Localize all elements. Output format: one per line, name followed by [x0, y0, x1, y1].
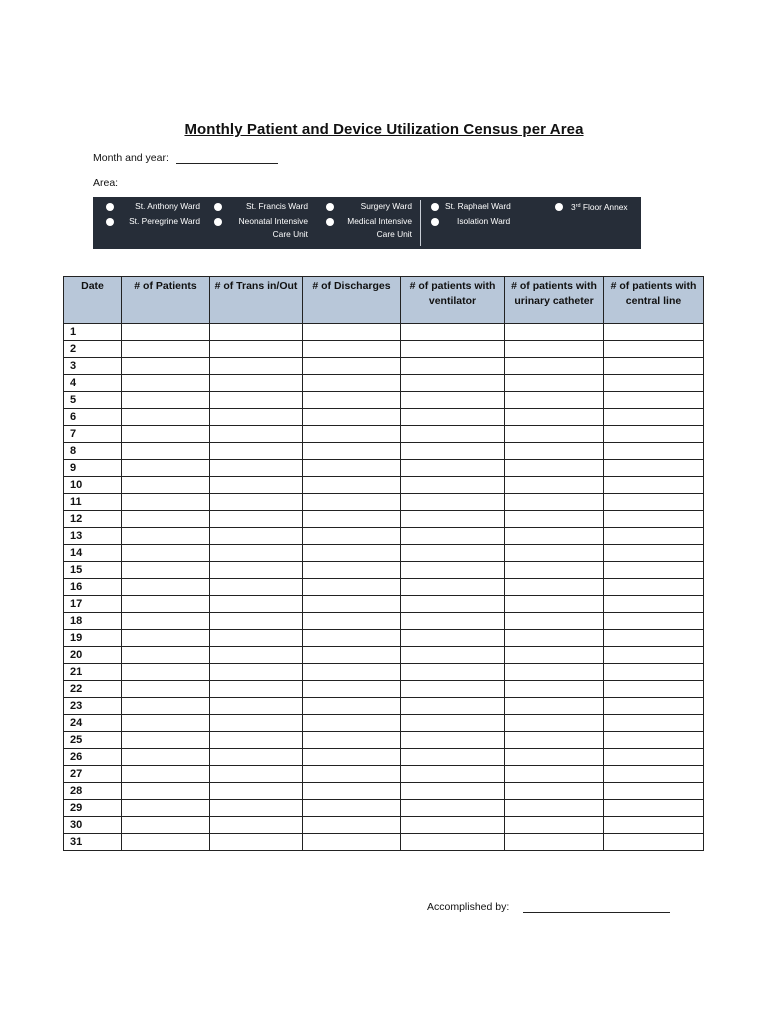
day-cell: 31: [64, 834, 122, 851]
radio-nicu[interactable]: [214, 218, 222, 226]
entry-cell[interactable]: [604, 613, 704, 630]
entry-cell[interactable]: [401, 630, 505, 647]
day-cell: 30: [64, 817, 122, 834]
radio-st-francis[interactable]: [214, 203, 222, 211]
entry-cell[interactable]: [401, 341, 505, 358]
entry-cell[interactable]: [303, 749, 401, 766]
table-row: [64, 443, 704, 460]
option-micu-line2: Care Unit: [376, 229, 412, 239]
entry-cell[interactable]: [604, 834, 704, 851]
column-header: # of Discharges: [303, 277, 401, 324]
entry-cell[interactable]: [303, 375, 401, 392]
column-header: Date: [64, 277, 122, 324]
entry-cell[interactable]: [303, 817, 401, 834]
entry-cell[interactable]: [303, 630, 401, 647]
entry-cell[interactable]: [604, 562, 704, 579]
day-cell: 3: [64, 358, 122, 375]
entry-cell[interactable]: [210, 324, 303, 341]
entry-cell[interactable]: [505, 817, 604, 834]
entry-cell[interactable]: [210, 783, 303, 800]
entry-cell[interactable]: [210, 766, 303, 783]
day-cell: 27: [64, 766, 122, 783]
entry-cell[interactable]: [210, 630, 303, 647]
entry-cell[interactable]: [122, 800, 210, 817]
entry-cell[interactable]: [505, 358, 604, 375]
entry-cell[interactable]: [210, 749, 303, 766]
entry-cell[interactable]: [210, 800, 303, 817]
entry-cell[interactable]: [122, 409, 210, 426]
day-cell: 19: [64, 630, 122, 647]
table-row: [64, 324, 704, 341]
entry-cell[interactable]: [122, 630, 210, 647]
table-row: [64, 732, 704, 749]
entry-cell[interactable]: [604, 732, 704, 749]
entry-cell[interactable]: [505, 749, 604, 766]
entry-cell[interactable]: [303, 647, 401, 664]
entry-cell[interactable]: [122, 392, 210, 409]
option-3rd-floor-annex: [571, 200, 628, 214]
entry-cell[interactable]: [303, 579, 401, 596]
day-cell: 6: [64, 409, 122, 426]
entry-cell[interactable]: [505, 409, 604, 426]
entry-cell[interactable]: [122, 783, 210, 800]
entry-cell[interactable]: [505, 630, 604, 647]
entry-cell[interactable]: [401, 732, 505, 749]
entry-cell[interactable]: [604, 698, 704, 715]
entry-cell[interactable]: [122, 766, 210, 783]
entry-cell[interactable]: [604, 630, 704, 647]
day-cell: 23: [64, 698, 122, 715]
entry-cell[interactable]: [210, 358, 303, 375]
day-cell: 13: [64, 528, 122, 545]
entry-cell[interactable]: [122, 375, 210, 392]
table-row: [64, 783, 704, 800]
table-row: [64, 392, 704, 409]
day-cell: 17: [64, 596, 122, 613]
day-cell: 26: [64, 749, 122, 766]
day-cell: 1: [64, 324, 122, 341]
entry-cell[interactable]: [401, 579, 505, 596]
entry-cell[interactable]: [401, 596, 505, 613]
table-row: [64, 358, 704, 375]
entry-cell[interactable]: [210, 664, 303, 681]
entry-cell[interactable]: [505, 834, 604, 851]
radio-surgery[interactable]: [326, 203, 334, 211]
day-cell: 18: [64, 613, 122, 630]
entry-cell[interactable]: [604, 375, 704, 392]
entry-cell[interactable]: [505, 766, 604, 783]
column-header: # of Patients: [122, 277, 210, 324]
entry-cell[interactable]: [505, 579, 604, 596]
table-row: [64, 613, 704, 630]
entry-cell[interactable]: [604, 494, 704, 511]
entry-cell[interactable]: [401, 358, 505, 375]
entry-cell[interactable]: [122, 460, 210, 477]
entry-cell[interactable]: [604, 647, 704, 664]
table-row: [64, 630, 704, 647]
area-label: Area:: [93, 177, 119, 189]
entry-cell[interactable]: [604, 443, 704, 460]
entry-cell[interactable]: [303, 341, 401, 358]
entry-cell[interactable]: [122, 664, 210, 681]
entry-cell[interactable]: [122, 817, 210, 834]
column-header: # of patients with urinary catheter: [505, 277, 604, 324]
entry-cell[interactable]: [303, 834, 401, 851]
table-row: [64, 409, 704, 426]
entry-cell[interactable]: [122, 715, 210, 732]
entry-cell[interactable]: [303, 783, 401, 800]
entry-cell[interactable]: [604, 579, 704, 596]
day-cell: 20: [64, 647, 122, 664]
entry-cell[interactable]: [505, 698, 604, 715]
entry-cell[interactable]: [505, 732, 604, 749]
entry-cell[interactable]: [604, 477, 704, 494]
entry-cell[interactable]: [505, 647, 604, 664]
day-cell: 16: [64, 579, 122, 596]
entry-cell[interactable]: [210, 409, 303, 426]
entry-cell[interactable]: [604, 358, 704, 375]
entry-cell[interactable]: [303, 681, 401, 698]
entry-cell[interactable]: [303, 426, 401, 443]
entry-cell[interactable]: [122, 834, 210, 851]
day-cell: 9: [64, 460, 122, 477]
column-header: # of Trans in/Out: [210, 277, 303, 324]
entry-cell[interactable]: [303, 324, 401, 341]
entry-cell[interactable]: [122, 358, 210, 375]
day-cell: 4: [64, 375, 122, 392]
entry-cell[interactable]: [604, 783, 704, 800]
entry-cell[interactable]: [122, 732, 210, 749]
entry-cell[interactable]: [505, 681, 604, 698]
entry-cell[interactable]: [303, 562, 401, 579]
table-row: [64, 766, 704, 783]
entry-cell[interactable]: [505, 562, 604, 579]
radio-isolation[interactable]: [431, 218, 439, 226]
entry-cell[interactable]: [210, 460, 303, 477]
option-surgery: Surgery Ward: [360, 201, 412, 211]
entry-cell[interactable]: [303, 732, 401, 749]
radio-st-peregrine[interactable]: [106, 218, 114, 226]
table-row: [64, 800, 704, 817]
day-cell: 5: [64, 392, 122, 409]
entry-cell[interactable]: [210, 732, 303, 749]
table-row: [64, 715, 704, 732]
table-row: [64, 426, 704, 443]
radio-micu[interactable]: [326, 218, 334, 226]
entry-cell[interactable]: [505, 477, 604, 494]
day-cell: 14: [64, 545, 122, 562]
table-row: [64, 664, 704, 681]
table-row: [64, 681, 704, 698]
entry-cell[interactable]: [303, 596, 401, 613]
entry-cell[interactable]: [604, 545, 704, 562]
entry-cell[interactable]: [604, 392, 704, 409]
radio-st-anthony[interactable]: [106, 203, 114, 211]
entry-cell[interactable]: [210, 715, 303, 732]
entry-cell[interactable]: [401, 664, 505, 681]
entry-cell[interactable]: [401, 613, 505, 630]
entry-cell[interactable]: [303, 494, 401, 511]
entry-cell[interactable]: [604, 426, 704, 443]
day-cell: 22: [64, 681, 122, 698]
entry-cell[interactable]: [505, 545, 604, 562]
day-cell: 11: [64, 494, 122, 511]
entry-cell[interactable]: [401, 324, 505, 341]
entry-cell[interactable]: [303, 766, 401, 783]
entry-cell[interactable]: [303, 715, 401, 732]
entry-cell[interactable]: [303, 528, 401, 545]
entry-cell[interactable]: [505, 528, 604, 545]
day-cell: 21: [64, 664, 122, 681]
column-header: # of patients with central line: [604, 277, 704, 324]
entry-cell[interactable]: [604, 681, 704, 698]
entry-cell[interactable]: [122, 749, 210, 766]
table-header-row: [64, 277, 704, 324]
entry-cell[interactable]: [210, 647, 303, 664]
entry-cell[interactable]: [401, 749, 505, 766]
column-header: # of patients with ventilator: [401, 277, 505, 324]
option-nicu-line2: Care Unit: [272, 229, 308, 239]
entry-cell[interactable]: [210, 834, 303, 851]
entry-cell[interactable]: [505, 664, 604, 681]
entry-cell[interactable]: [122, 341, 210, 358]
entry-cell[interactable]: [604, 409, 704, 426]
month-year-label: Month and year:: [93, 152, 169, 164]
entry-cell[interactable]: [604, 511, 704, 528]
entry-cell[interactable]: [210, 596, 303, 613]
entry-cell[interactable]: [122, 426, 210, 443]
entry-cell[interactable]: [401, 460, 505, 477]
entry-cell[interactable]: [210, 511, 303, 528]
entry-cell[interactable]: [401, 443, 505, 460]
annex-ordinal: rd: [575, 203, 581, 209]
entry-cell[interactable]: [303, 392, 401, 409]
entry-cell[interactable]: [604, 460, 704, 477]
entry-cell[interactable]: [122, 562, 210, 579]
entry-cell[interactable]: [401, 681, 505, 698]
area-options-panel: [93, 197, 641, 249]
entry-cell[interactable]: [303, 511, 401, 528]
entry-cell[interactable]: [122, 511, 210, 528]
day-cell: 10: [64, 477, 122, 494]
table-row: [64, 528, 704, 545]
entry-cell[interactable]: [505, 800, 604, 817]
entry-cell[interactable]: [401, 511, 505, 528]
entry-cell[interactable]: [122, 528, 210, 545]
entry-cell[interactable]: [303, 409, 401, 426]
entry-cell[interactable]: [303, 358, 401, 375]
entry-cell[interactable]: [122, 443, 210, 460]
day-cell: 2: [64, 341, 122, 358]
table-row: [64, 562, 704, 579]
day-cell: 7: [64, 426, 122, 443]
entry-cell[interactable]: [401, 715, 505, 732]
entry-cell[interactable]: [210, 392, 303, 409]
entry-cell[interactable]: [303, 477, 401, 494]
day-cell: 8: [64, 443, 122, 460]
entry-cell[interactable]: [505, 613, 604, 630]
entry-cell[interactable]: [505, 443, 604, 460]
day-cell: 15: [64, 562, 122, 579]
table-row: [64, 834, 704, 851]
entry-cell[interactable]: [210, 698, 303, 715]
entry-cell[interactable]: [505, 341, 604, 358]
entry-cell[interactable]: [401, 766, 505, 783]
entry-cell[interactable]: [210, 528, 303, 545]
entry-cell[interactable]: [401, 800, 505, 817]
option-isolation: Isolation Ward: [457, 216, 511, 226]
entry-cell[interactable]: [401, 409, 505, 426]
entry-cell[interactable]: [604, 800, 704, 817]
entry-cell[interactable]: [604, 766, 704, 783]
option-st-peregrine: St. Peregrine Ward: [129, 216, 200, 226]
day-cell: 29: [64, 800, 122, 817]
entry-cell[interactable]: [210, 494, 303, 511]
annex-number: 3: [571, 202, 576, 212]
entry-cell[interactable]: [401, 528, 505, 545]
entry-cell[interactable]: [604, 528, 704, 545]
table-row: [64, 545, 704, 562]
entry-cell[interactable]: [122, 494, 210, 511]
day-cell: 25: [64, 732, 122, 749]
entry-cell[interactable]: [122, 596, 210, 613]
entry-cell[interactable]: [505, 324, 604, 341]
entry-cell[interactable]: [505, 494, 604, 511]
day-cell: 24: [64, 715, 122, 732]
entry-cell[interactable]: [210, 375, 303, 392]
annex-label: Floor Annex: [580, 202, 628, 212]
entry-cell[interactable]: [303, 613, 401, 630]
area-panel-divider: [420, 200, 421, 246]
entry-cell[interactable]: [210, 681, 303, 698]
entry-cell[interactable]: [401, 817, 505, 834]
entry-cell[interactable]: [604, 664, 704, 681]
form-title: Monthly Patient and Device Utilization Census per Area: [184, 121, 584, 138]
day-cell: 12: [64, 511, 122, 528]
entry-cell[interactable]: [505, 426, 604, 443]
accomplished-by-field[interactable]: [523, 912, 670, 913]
entry-cell[interactable]: [210, 562, 303, 579]
day-cell: 28: [64, 783, 122, 800]
table-row: [64, 817, 704, 834]
table-row: [64, 375, 704, 392]
entry-cell[interactable]: [401, 392, 505, 409]
option-st-anthony: St. Anthony Ward: [135, 201, 200, 211]
entry-cell[interactable]: [122, 698, 210, 715]
month-year-field[interactable]: [176, 163, 278, 164]
entry-cell[interactable]: [604, 341, 704, 358]
entry-cell[interactable]: [210, 443, 303, 460]
option-micu-line1: Medical Intensive: [347, 216, 412, 226]
entry-cell[interactable]: [401, 562, 505, 579]
entry-cell[interactable]: [210, 579, 303, 596]
accomplished-label: Accomplished by:: [427, 901, 510, 913]
accomplished-by: [427, 901, 509, 913]
entry-cell[interactable]: [401, 426, 505, 443]
entry-cell[interactable]: [210, 341, 303, 358]
entry-cell[interactable]: [122, 545, 210, 562]
entry-cell[interactable]: [604, 715, 704, 732]
entry-cell[interactable]: [401, 375, 505, 392]
entry-cell[interactable]: [505, 392, 604, 409]
entry-cell[interactable]: [303, 443, 401, 460]
entry-cell[interactable]: [210, 817, 303, 834]
entry-cell[interactable]: [401, 783, 505, 800]
entry-cell[interactable]: [401, 647, 505, 664]
entry-cell[interactable]: [122, 477, 210, 494]
radio-3rd-floor-annex[interactable]: [555, 203, 563, 211]
entry-cell[interactable]: [401, 834, 505, 851]
table-row: [64, 494, 704, 511]
entry-cell[interactable]: [604, 596, 704, 613]
entry-cell[interactable]: [210, 545, 303, 562]
table-row: [64, 341, 704, 358]
entry-cell[interactable]: [604, 817, 704, 834]
entry-cell[interactable]: [122, 579, 210, 596]
entry-cell[interactable]: [210, 613, 303, 630]
entry-cell[interactable]: [122, 613, 210, 630]
option-st-raphael: St. Raphael Ward: [445, 201, 511, 211]
option-nicu-line1: Neonatal Intensive: [238, 216, 308, 226]
table-row: [64, 596, 704, 613]
entry-cell[interactable]: [401, 477, 505, 494]
table-row: [64, 460, 704, 477]
table-row: [64, 749, 704, 766]
entry-cell[interactable]: [122, 647, 210, 664]
entry-cell[interactable]: [210, 477, 303, 494]
entry-cell[interactable]: [604, 324, 704, 341]
entry-cell[interactable]: [505, 511, 604, 528]
entry-cell[interactable]: [122, 324, 210, 341]
entry-cell[interactable]: [210, 426, 303, 443]
entry-cell[interactable]: [505, 783, 604, 800]
entry-cell[interactable]: [303, 800, 401, 817]
table-row: [64, 511, 704, 528]
entry-cell[interactable]: [303, 545, 401, 562]
entry-cell[interactable]: [505, 596, 604, 613]
entry-cell[interactable]: [401, 545, 505, 562]
entry-cell[interactable]: [401, 698, 505, 715]
table-row: [64, 579, 704, 596]
radio-st-raphael[interactable]: [431, 203, 439, 211]
table-row: [64, 477, 704, 494]
entry-cell[interactable]: [604, 749, 704, 766]
entry-cell[interactable]: [505, 715, 604, 732]
entry-cell[interactable]: [401, 494, 505, 511]
entry-cell[interactable]: [303, 460, 401, 477]
entry-cell[interactable]: [505, 375, 604, 392]
census-table: [63, 276, 704, 851]
table-row: [64, 698, 704, 715]
entry-cell[interactable]: [122, 681, 210, 698]
entry-cell[interactable]: [303, 698, 401, 715]
entry-cell[interactable]: [303, 664, 401, 681]
entry-cell[interactable]: [505, 460, 604, 477]
option-st-francis: St. Francis Ward: [245, 201, 308, 211]
table-row: [64, 647, 704, 664]
